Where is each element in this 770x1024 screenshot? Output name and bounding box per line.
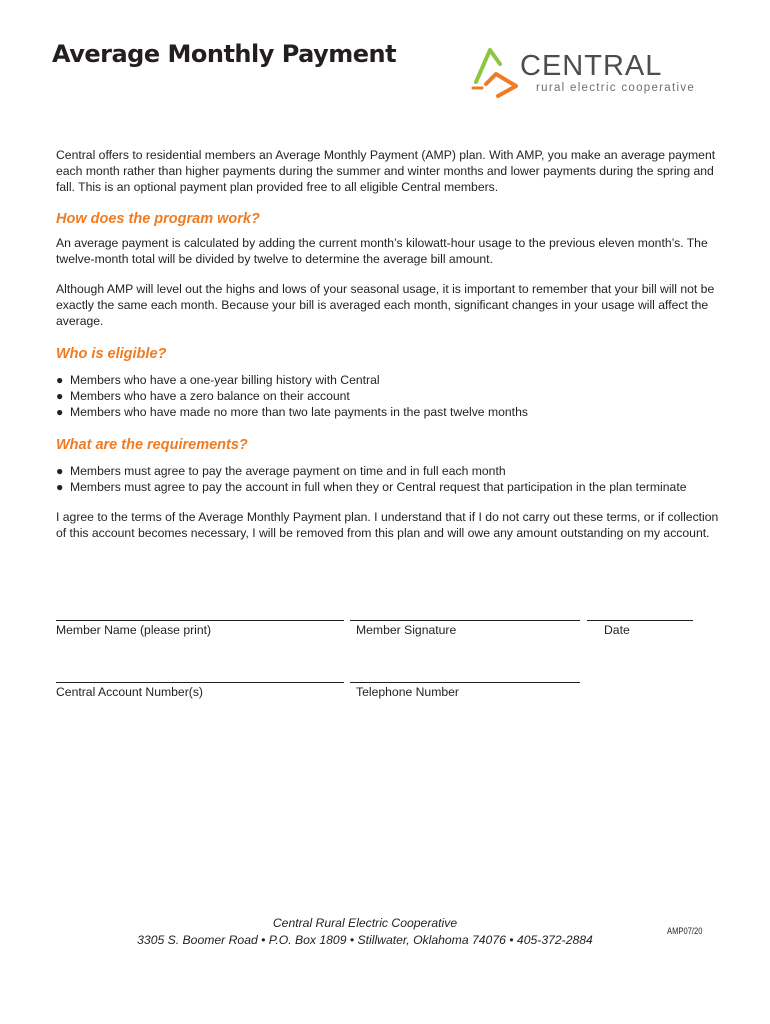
central-logo [470,44,700,100]
telephone-line[interactable] [350,682,580,683]
bullet-icon: ● [56,373,64,387]
bullet-icon: ● [56,389,64,403]
date-label: Date [604,623,630,637]
signature-block [56,605,706,715]
logo-tagline: rural electric cooperative [536,82,696,94]
member-signature-line[interactable] [350,620,580,621]
eligible-list [56,372,720,420]
footer-org-name: Central Rural Electric Cooperative [272,916,458,930]
eligible-heading: Who is eligible? [56,346,167,362]
list-item: ● Members who have a one-year billing history with Central [56,373,380,387]
bullet-icon: ● [56,464,64,478]
central-triangle-logo-icon [470,44,522,100]
footer-address: 3305 S. Boomer Road • P.O. Box 1809 • Stillwater, Oklahoma 74076 • 405-372-2884 [137,933,593,947]
intro-paragraph: Central offers to residential members an Average Monthly Payment (AMP) plan. With AMP, you make an average payment each month rather than higher payments during the summer and winter months and lower payments during the spring and fall. This is an optional payment plan provided free to all eligible Central members. [56,148,716,194]
logo-wordmark: CENTRAL [520,50,663,82]
bullet-icon: ● [56,405,64,419]
page-title: Average Monthly Payment [52,40,397,68]
program-paragraph-1: An average payment is calculated by adding the current month’s kilowatt-hour usage to the previous eleven month’s. The twelve-month total will be divided by twelve to determine the average bill amount. [56,236,708,266]
telephone-label: Telephone Number [356,685,459,699]
account-number-label: Central Account Number(s) [56,685,203,699]
form-code: AMP07/20 [667,926,703,937]
footer [60,915,670,949]
list-item: ● Members who have a zero balance on their account [56,389,350,403]
account-number-line[interactable] [56,682,344,683]
bullet-icon: ● [56,480,64,494]
list-item: ● Members who have made no more than two late payments in the past twelve months [56,405,528,419]
member-name-line[interactable] [56,620,344,621]
requirements-heading: What are the requirements? [56,437,248,453]
program-paragraph-2: Although AMP will level out the highs and lows of your seasonal usage, it is important to remember that your bill will not be exactly the same each month. Because your bill is averaged each month, significant changes in your usage will affect the average. [56,282,715,328]
member-signature-label: Member Signature [356,623,457,637]
member-name-label: Member Name (please print) [56,623,212,637]
date-line[interactable] [587,620,693,621]
program-heading: How does the program work? [56,211,260,227]
document-body [56,147,720,541]
list-item: ● Members must agree to pay the average payment on time and in full each month [56,464,506,478]
requirements-list [56,463,720,495]
agreement-paragraph: I agree to the terms of the Average Monthly Payment plan. I understand that if I do not carry out these terms, or if collection of this account becomes necessary, I will be removed from this plan and will owe any amount outstanding on my account. [56,510,719,540]
list-item: ● Members must agree to pay the account in full when they or Central request that participation in the plan terminate [56,480,687,494]
